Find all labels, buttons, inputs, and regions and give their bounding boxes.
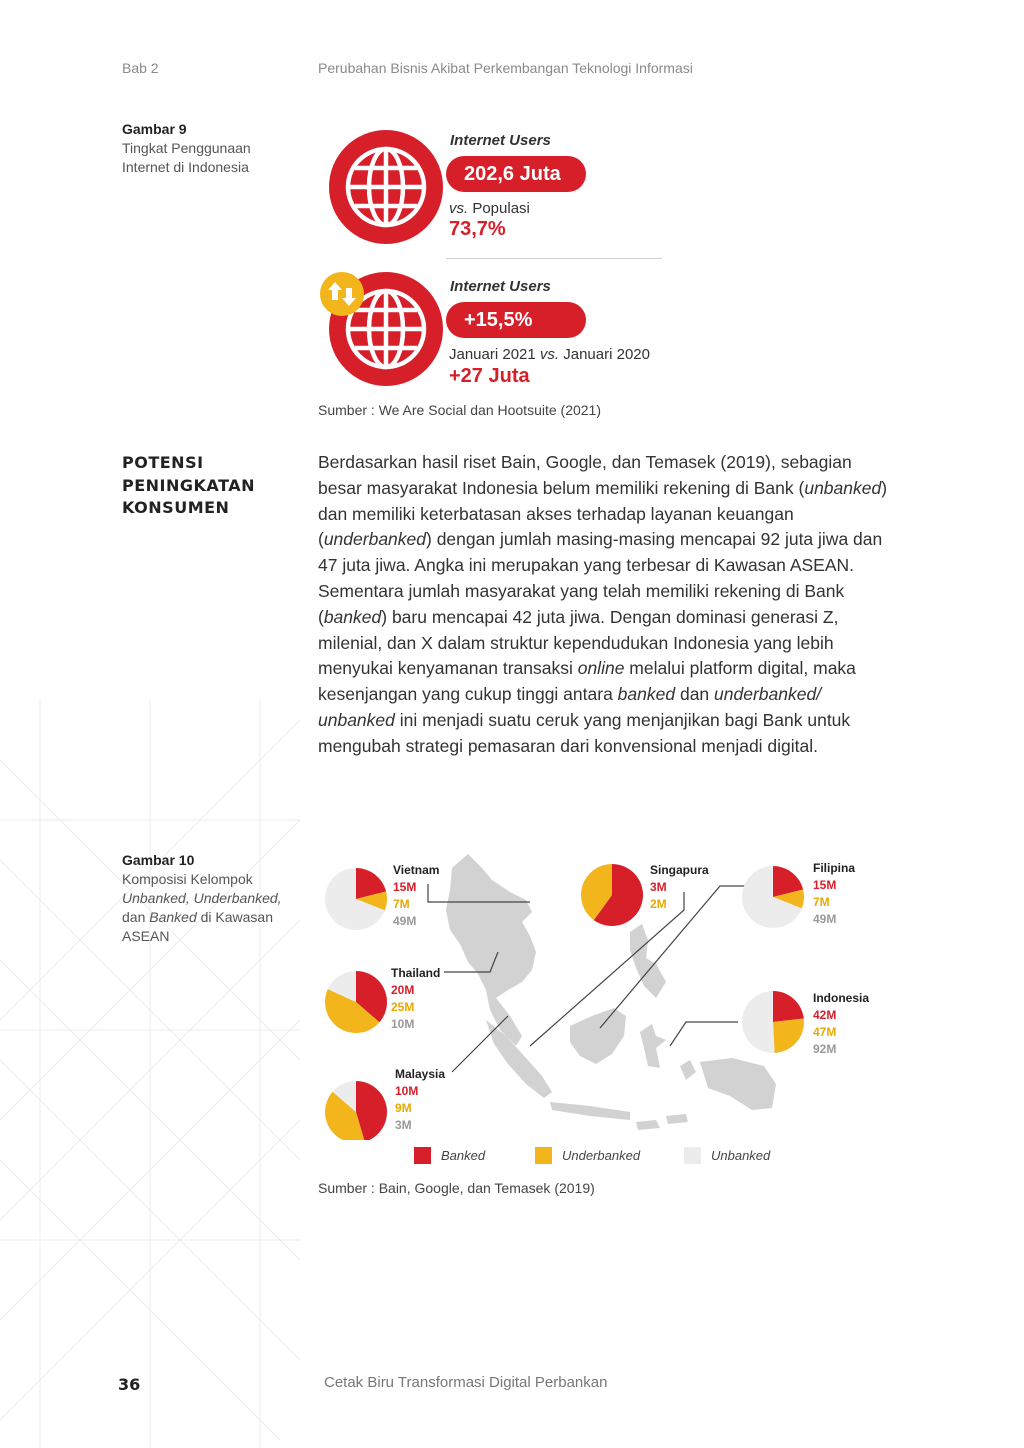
legend-swatch-unbanked: [684, 1147, 701, 1164]
pie-slice-indonesia-banked: [773, 991, 804, 1022]
legend-swatch-underbanked: [535, 1147, 552, 1164]
pie-indonesia: [742, 991, 804, 1053]
pie-filipina: [742, 866, 804, 928]
legend-unbanked: Unbanked: [684, 1147, 770, 1164]
globe-icon: [329, 130, 443, 244]
country-label-singapura: Singapura 3M 2M: [650, 863, 709, 911]
country-label-vietnam: Vietnam 15M 7M 49M: [393, 863, 440, 928]
pie-slice-indonesia-underbanked: [773, 1019, 804, 1053]
pie-charts: [300, 840, 820, 1140]
divider: [446, 258, 662, 259]
legend-swatch-banked: [414, 1147, 431, 1164]
vs-population: vs. Populasi: [449, 200, 530, 217]
figure10-caption: [122, 851, 282, 946]
pie-singapura: [581, 864, 643, 926]
period-comparison: Januari 2021 vs. Januari 2020: [449, 346, 650, 363]
body-paragraph: Berdasarkan hasil riset Bain, Google, dan Temasek (2019), sebagian besar masyarakat Indonesia belum memiliki rekening di Bank (unbanked) dan memiliki keterbatasan akses terhadap layanan keuangan (underbanked) dengan jumlah masing-masing mencapai 92 juta jiwa dan 47 juta jiwa. Angka ini merupakan yang terbesar di Kawasan ASEAN. Sementara jumlah masyarakat yang telah memiliki rekening di Bank (banked) baru mencapai 42 juta jiwa. Dengan dominasi generasi Z, milenial, dan X dalam struktur kependudukan Indonesia yang lebih menyukai kenyamanan transaksi online melalui platform digital, maka kesenjangan yang cukup tinggi antara banked dan underbanked/ unbanked ini menjadi suatu ceruk yang menjanjikan bagi Bank untuk mengubah strategi pemasaran dari konvensional menjadi digital.: [318, 452, 888, 756]
country-label-filipina: Filipina 15M 7M 49M: [813, 861, 855, 926]
running-header: Perubahan Bisnis Akibat Perkembangan Teknologi Informasi: [318, 60, 693, 76]
internet-users-label: Internet Users: [450, 132, 551, 149]
figure9-caption-text: Tingkat Penggunaan Internet di Indonesia: [122, 140, 251, 175]
country-label-thailand: Thailand 20M 25M 10M: [391, 966, 441, 1031]
pie-malaysia: [325, 1081, 387, 1140]
pie-thailand: [325, 971, 387, 1033]
background-pattern: [0, 700, 300, 1448]
internet-users-label-2: Internet Users: [450, 278, 551, 295]
footer-title: Cetak Biru Transformasi Digital Perbankan: [324, 1374, 608, 1391]
page-number: 36: [118, 1375, 141, 1394]
figure9-number: Gambar 9: [122, 121, 187, 137]
figure9-caption: [122, 120, 292, 177]
figure9-source: Sumber : We Are Social dan Hootsuite (2021): [318, 402, 602, 418]
figure10-source: Sumber : Bain, Google, dan Temasek (2019): [318, 1180, 595, 1196]
figure10-number: Gambar 10: [122, 852, 195, 868]
pie-slice-indonesia-unbanked: [742, 991, 775, 1053]
chapter-label: Bab 2: [122, 60, 159, 76]
up-down-arrows-icon: [320, 272, 364, 316]
pie-vietnam: [325, 868, 387, 930]
legend-banked: Banked: [414, 1147, 485, 1164]
country-label-malaysia: Malaysia 10M 9M 3M: [395, 1067, 446, 1132]
section-title: POTENSI PENINGKATAN KONSUMEN: [122, 453, 256, 517]
growth-percent: +15,5%: [446, 302, 586, 338]
country-label-indonesia: Indonesia 42M 47M 92M: [813, 991, 870, 1056]
internet-users-value: 202,6 Juta: [446, 156, 586, 192]
figure10-caption-text: Komposisi Kelompok Unbanked, Underbanked, dan Banked di Kawasan ASEAN: [122, 871, 282, 944]
user-increase: +27 Juta: [449, 365, 530, 387]
population-percent: 73,7%: [449, 218, 506, 240]
legend-underbanked: Underbanked: [535, 1147, 640, 1164]
